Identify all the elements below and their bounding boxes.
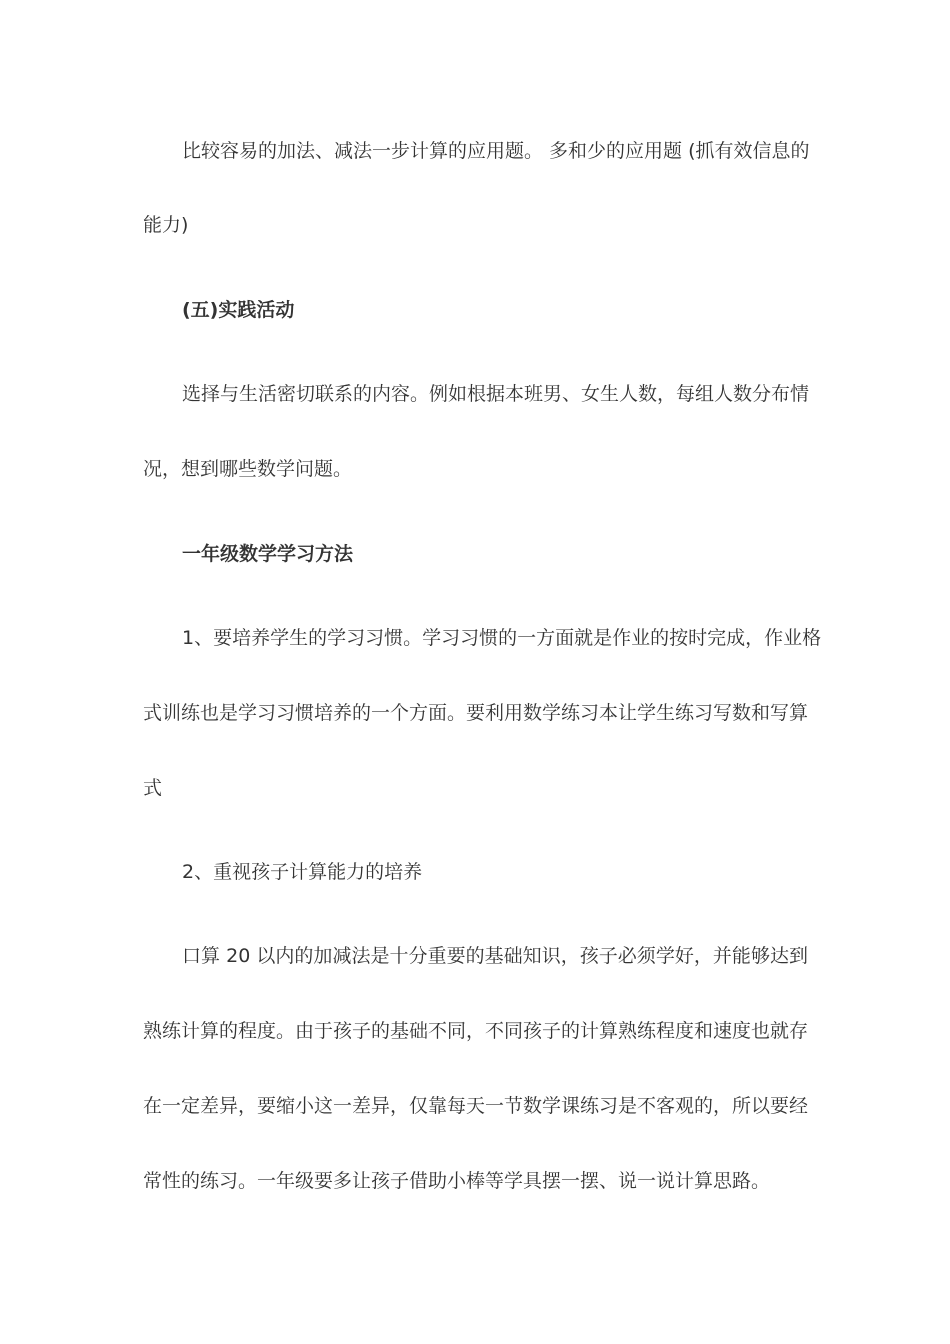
paragraph-2-line-1: 选择与生活密切联系的内容。例如根据本班男、女生人数，每组人数分布情 — [182, 383, 810, 405]
paragraph-1-line-1: 比较容易的加法、减法一步计算的应用题。 多和少的应用题 (抓有效信息的 — [182, 140, 810, 162]
section-heading-practice: (五)实践活动 — [182, 299, 295, 321]
paragraph-3-line-3: 式 — [143, 777, 163, 799]
paragraph-5-line-1: 口算 20 以内的加减法是十分重要的基础知识，孩子必须学好，并能够达到 — [182, 945, 808, 967]
paragraph-5-line-4: 常性的练习。一年级要多让孩子借助小棒等学具摆一摆、说一说计算思路。 — [143, 1170, 771, 1192]
paragraph-5-line-2: 熟练计算的程度。由于孩子的基础不同，不同孩子的计算熟练程度和速度也就存 — [143, 1020, 809, 1042]
section-heading-methods: 一年级数学学习方法 — [182, 543, 354, 565]
paragraph-4-line-1: 2、重视孩子计算能力的培养 — [182, 861, 423, 883]
paragraph-3-line-2: 式训练也是学习习惯培养的一个方面。要利用数学练习本让学生练习写数和写算 — [143, 702, 809, 724]
paragraph-3-line-1: 1、要培养学生的学习习惯。学习习惯的一方面就是作业的按时完成，作业格 — [182, 627, 822, 649]
paragraph-5-line-3: 在一定差异，要缩小这一差异，仅靠每天一节数学课练习是不客观的，所以要经 — [143, 1095, 809, 1117]
paragraph-2-line-2: 况，想到哪些数学问题。 — [143, 458, 353, 480]
paragraph-1-line-2: 能力) — [143, 214, 189, 236]
